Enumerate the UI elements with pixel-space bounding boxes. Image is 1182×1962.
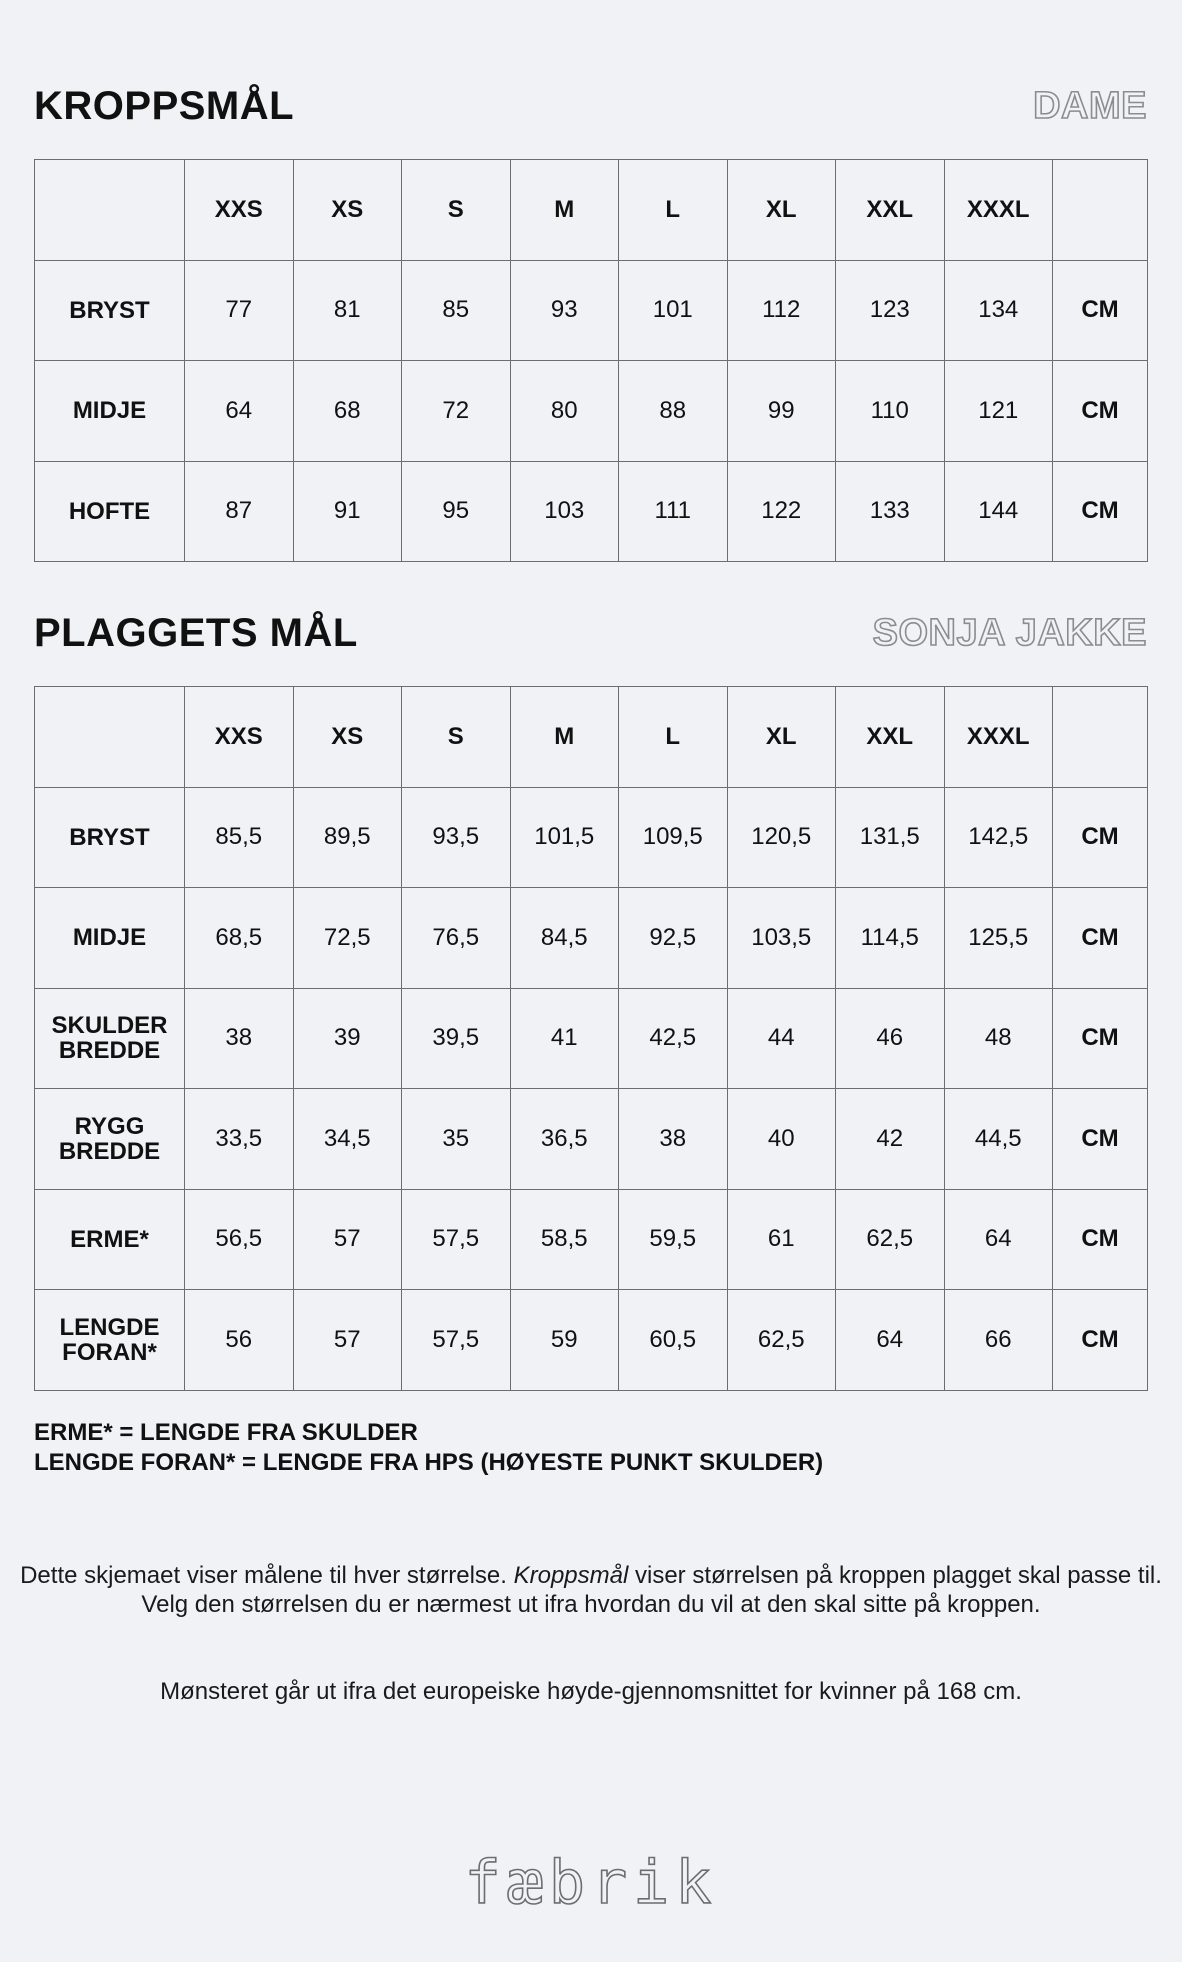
measurement-cell: 103 — [510, 461, 619, 562]
measurement-cell: 58,5 — [510, 1189, 619, 1290]
size-header: XXXL — [944, 687, 1053, 788]
unit-cell: CM — [1053, 787, 1148, 888]
measurement-cell: 81 — [293, 260, 402, 361]
measurement-cell: 101,5 — [510, 787, 619, 888]
measurement-cell: 64 — [944, 1189, 1053, 1290]
body-measurements-header — [34, 84, 1147, 129]
measurement-cell: 125,5 — [944, 888, 1053, 989]
measurement-cell: 42 — [836, 1089, 945, 1190]
measurement-cell: 35 — [402, 1089, 511, 1190]
measurement-cell: 131,5 — [836, 787, 945, 888]
unit-cell: CM — [1053, 1089, 1148, 1190]
info-text-emphasis: Kroppsmål — [513, 1562, 629, 1589]
measurement-cell: 134 — [944, 260, 1053, 361]
measurement-cell: 109,5 — [619, 787, 728, 888]
measurement-cell: 92,5 — [619, 888, 728, 989]
measurement-cell: 89,5 — [293, 787, 402, 888]
size-header-row — [35, 687, 1148, 788]
info-text-end: viser størrelsen på kroppen plagget skal passe til. Velg den størrelsen du er nærmest ut ifra hvordan du vil at den skal sitte på kroppen. — [141, 1562, 1162, 1618]
measurement-cell: 133 — [836, 461, 945, 562]
row-label: RYGG BREDDE — [35, 1089, 185, 1190]
measurement-cell: 142,5 — [944, 787, 1053, 888]
measurement-cell: 112 — [727, 260, 836, 361]
measurement-cell: 144 — [944, 461, 1053, 562]
size-header: M — [510, 687, 619, 788]
measurement-cell: 46 — [836, 988, 945, 1089]
measurement-cell: 56 — [185, 1290, 294, 1391]
measurement-cell: 48 — [944, 988, 1053, 1089]
measurement-cell: 72,5 — [293, 888, 402, 989]
garment-measurements-header — [34, 611, 1147, 656]
measurement-cell: 57 — [293, 1189, 402, 1290]
footnotes — [34, 1418, 823, 1478]
measurement-cell: 38 — [185, 988, 294, 1089]
measurement-cell: 61 — [727, 1189, 836, 1290]
measurement-cell: 80 — [510, 361, 619, 462]
unit-cell: CM — [1053, 888, 1148, 989]
measurement-cell: 114,5 — [836, 888, 945, 989]
measurement-cell: 38 — [619, 1089, 728, 1190]
measurement-cell: 85,5 — [185, 787, 294, 888]
measurement-cell: 95 — [402, 461, 511, 562]
row-label: ERME* — [35, 1189, 185, 1290]
table-row — [35, 888, 1148, 989]
size-header: XXS — [185, 160, 294, 261]
measurement-cell: 93 — [510, 260, 619, 361]
row-label: BRYST — [35, 260, 185, 361]
measurement-cell: 111 — [619, 461, 728, 562]
unit-header-cell — [1053, 160, 1148, 261]
size-header: XXL — [836, 687, 945, 788]
unit-cell: CM — [1053, 988, 1148, 1089]
table-row — [35, 988, 1148, 1089]
row-label: SKULDER BREDDE — [35, 988, 185, 1089]
size-header: XXS — [185, 687, 294, 788]
measurement-cell: 62,5 — [727, 1290, 836, 1391]
unit-cell: CM — [1053, 1290, 1148, 1391]
size-header: S — [402, 160, 511, 261]
size-header: M — [510, 160, 619, 261]
corner-cell — [35, 687, 185, 788]
body-measurements-table — [34, 159, 1148, 562]
measurement-cell: 88 — [619, 361, 728, 462]
size-header: XL — [727, 687, 836, 788]
measurement-cell: 93,5 — [402, 787, 511, 888]
table-row — [35, 1290, 1148, 1391]
unit-cell: CM — [1053, 260, 1148, 361]
measurement-cell: 64 — [185, 361, 294, 462]
measurement-cell: 120,5 — [727, 787, 836, 888]
measurement-cell: 121 — [944, 361, 1053, 462]
row-label: MIDJE — [35, 361, 185, 462]
measurement-cell: 110 — [836, 361, 945, 462]
table-row — [35, 1089, 1148, 1190]
table-row — [35, 787, 1148, 888]
unit-cell: CM — [1053, 1189, 1148, 1290]
measurement-cell: 56,5 — [185, 1189, 294, 1290]
measurement-cell: 103,5 — [727, 888, 836, 989]
size-header: XS — [293, 687, 402, 788]
measurement-cell: 68,5 — [185, 888, 294, 989]
measurement-cell: 44,5 — [944, 1089, 1053, 1190]
measurement-cell: 72 — [402, 361, 511, 462]
measurement-cell: 57 — [293, 1290, 402, 1391]
garment-measurements-table — [34, 686, 1148, 1391]
corner-cell — [35, 160, 185, 261]
measurement-cell: 68 — [293, 361, 402, 462]
table-row — [35, 1189, 1148, 1290]
measurement-cell: 39 — [293, 988, 402, 1089]
measurement-cell: 76,5 — [402, 888, 511, 989]
unit-cell: CM — [1053, 461, 1148, 562]
measurement-cell: 60,5 — [619, 1290, 728, 1391]
measurement-cell: 84,5 — [510, 888, 619, 989]
measurement-cell: 66 — [944, 1290, 1053, 1391]
measurement-cell: 64 — [836, 1290, 945, 1391]
measurement-cell: 87 — [185, 461, 294, 562]
size-header: XXL — [836, 160, 945, 261]
measurement-cell: 101 — [619, 260, 728, 361]
measurement-cell: 62,5 — [836, 1189, 945, 1290]
row-label: BRYST — [35, 787, 185, 888]
unit-cell: CM — [1053, 361, 1148, 462]
measurement-cell: 99 — [727, 361, 836, 462]
garment-measurements-title: PLAGGETS MÅL — [34, 611, 358, 655]
table-row — [35, 361, 1148, 462]
info-height-note: Mønsteret går ut ifra det europeiske høyde-gjennomsnittet for kvinner på 168 cm. — [160, 1678, 1022, 1705]
row-label: MIDJE — [35, 888, 185, 989]
measurement-cell: 36,5 — [510, 1089, 619, 1190]
table-row — [35, 260, 1148, 361]
body-measurements-tag: DAME — [1033, 85, 1147, 127]
body-measurements-title: KROPPSMÅL — [34, 84, 295, 128]
measurement-cell: 57,5 — [402, 1290, 511, 1391]
footnote-sleeve: ERME* = LENGDE FRA SKULDER — [34, 1419, 418, 1446]
garment-measurements-tag: SONJA JAKKE — [872, 612, 1147, 654]
measurement-cell: 33,5 — [185, 1089, 294, 1190]
size-header: XS — [293, 160, 402, 261]
measurement-cell: 123 — [836, 260, 945, 361]
measurement-cell: 77 — [185, 260, 294, 361]
size-header: L — [619, 160, 728, 261]
measurement-cell: 34,5 — [293, 1089, 402, 1190]
measurement-cell: 39,5 — [402, 988, 511, 1089]
info-paragraph — [0, 1561, 1182, 1619]
size-header: XL — [727, 160, 836, 261]
table-row — [35, 461, 1148, 562]
measurement-cell: 44 — [727, 988, 836, 1089]
measurement-cell: 42,5 — [619, 988, 728, 1089]
size-header: S — [402, 687, 511, 788]
row-label: HOFTE — [35, 461, 185, 562]
measurement-cell: 91 — [293, 461, 402, 562]
measurement-cell: 40 — [727, 1089, 836, 1190]
unit-header-cell — [1053, 687, 1148, 788]
measurement-cell: 59,5 — [619, 1189, 728, 1290]
info-text-start: Dette skjemaet viser målene til hver størrelse. — [20, 1562, 514, 1589]
measurement-cell: 41 — [510, 988, 619, 1089]
size-header: L — [619, 687, 728, 788]
measurement-cell: 57,5 — [402, 1189, 511, 1290]
measurement-cell: 122 — [727, 461, 836, 562]
measurement-cell: 59 — [510, 1290, 619, 1391]
row-label: LENGDE FORAN* — [35, 1290, 185, 1391]
size-header-row — [35, 160, 1148, 261]
brand-logo: fæbrik — [464, 1848, 718, 1918]
size-header: XXXL — [944, 160, 1053, 261]
footnote-front-length: LENGDE FORAN* = LENGDE FRA HPS (HØYESTE PUNKT SKULDER) — [34, 1449, 824, 1476]
measurement-cell: 85 — [402, 260, 511, 361]
